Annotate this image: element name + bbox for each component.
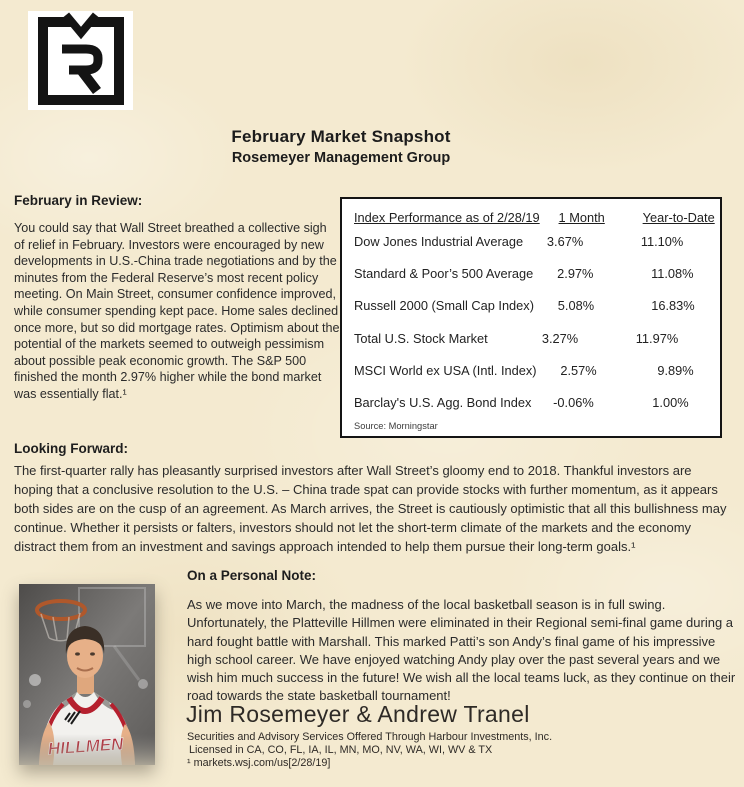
one-month-value: -0.06% (553, 395, 594, 411)
index-name: Russell 2000 (Small Cap Index) (354, 298, 534, 314)
company-logo (28, 11, 133, 110)
table-row (354, 290, 712, 322)
february-review-paragraph: You could say that Wall Street breathed a collective sigh of relief in February. Investors were encouraged by new developments in U.S.-China trade negotiations and by the minutes from the Federal Reserve’s most recent policy meeting. On Main Street, consumer confidence improved, while consumer spending kept pace. Home sales declined once more, but so did mortgage rates. Optimism about the potential of the markets seemed to outweigh pessimism about possible peak economic growth. The S&P 500 finished the month 2.97% higher while the bond market was essentially flat.¹ (14, 221, 340, 401)
page-title: February Market Snapshot (231, 127, 451, 146)
section-heading-looking-forward: Looking Forward: (14, 441, 128, 456)
index-name: Total U.S. Stock Market (354, 330, 488, 346)
title-block (0, 127, 682, 166)
page-subtitle: Rosemeyer Management Group (231, 150, 451, 166)
column-header-index: Index Performance as of 2/28/19 (354, 210, 540, 225)
column-header-ytd: Year-to-Date (642, 210, 715, 225)
ytd-value: 16.83% (651, 298, 695, 314)
table-row (354, 322, 712, 354)
signature-names: Jim Rosemeyer & Andrew Tranel (186, 701, 530, 727)
table-row (354, 387, 712, 419)
ytd-value: 11.10% (640, 233, 684, 249)
section-heading-personal-note: On a Personal Note: (187, 568, 317, 583)
one-month-value: 3.67% (546, 233, 584, 249)
column-header-1-month: 1 Month (558, 210, 605, 225)
index-name: Standard & Poor’s 500 Average (354, 265, 534, 281)
basketball-player-photo (19, 584, 155, 765)
basketball-player-illustration (19, 584, 155, 765)
index-name: MSCI World ex USA (Intl. Index) (354, 362, 537, 378)
one-month-value: 5.08% (557, 298, 595, 314)
index-name: Dow Jones Industrial Average (354, 233, 524, 249)
one-month-value: 2.57% (560, 362, 597, 378)
personal-note-paragraph: As we move into March, the madness of the local basketball season is in full swing. Unfortunately, the Platteville Hillmen were eliminated in their Regional semi-final game during a hard fought battle with Marshall. This marked Patti’s son Andy’s final game of his impressive high school career. We have enjoyed watching Andy play over the past several years and we wish him much success in the future! We wish all the local teams luck, as they continue on their road towards the state basketball tournament! (187, 597, 736, 704)
disclosure-line-2: Licensed in CA, CO, FL, IA, IL, MN, MO, NV, WA, WI, WV & TX (189, 744, 493, 756)
table-source-note: Source: Morningstar (354, 420, 438, 431)
logo-r-icon (28, 11, 133, 110)
section-heading-february-in-review: February in Review: (14, 193, 143, 208)
table-row (354, 354, 712, 386)
one-month-value: 2.97% (557, 265, 594, 281)
index-performance-table (340, 197, 722, 438)
ytd-value: 11.97% (635, 330, 679, 346)
table-header-row (354, 208, 715, 225)
disclosure-line-1: Securities and Advisory Services Offered Through Harbour Investments, Inc. (187, 731, 553, 743)
footnote-source-link: ¹ markets.wsj.com/us[2/28/19] (187, 757, 331, 769)
looking-forward-paragraph: The first-quarter rally has pleasantly surprised investors after Wall Street’s gloomy end to 2018. Thankful investors are hoping that a conclusive resolution to the U.S. – China trade spat can provide stocks with further momentum, as it appears both sides are on the cusp of an agreement. As March arrives, the Street is cautiously optimistic that all this bullishness may continue. Whether it persists or falters, investors should not let the short-term climate of the markets and the economy distract them from an investment and savings approach intended to help them pursue their long-term goals.¹ (14, 463, 727, 554)
ytd-value: 1.00% (652, 395, 689, 411)
ytd-value: 11.08% (651, 265, 694, 281)
index-name: Barclay's U.S. Agg. Bond Index (354, 395, 532, 411)
ytd-value: 9.89% (657, 362, 694, 378)
table-row (354, 257, 712, 289)
table-row (354, 225, 712, 257)
one-month-value: 3.27% (541, 330, 579, 346)
